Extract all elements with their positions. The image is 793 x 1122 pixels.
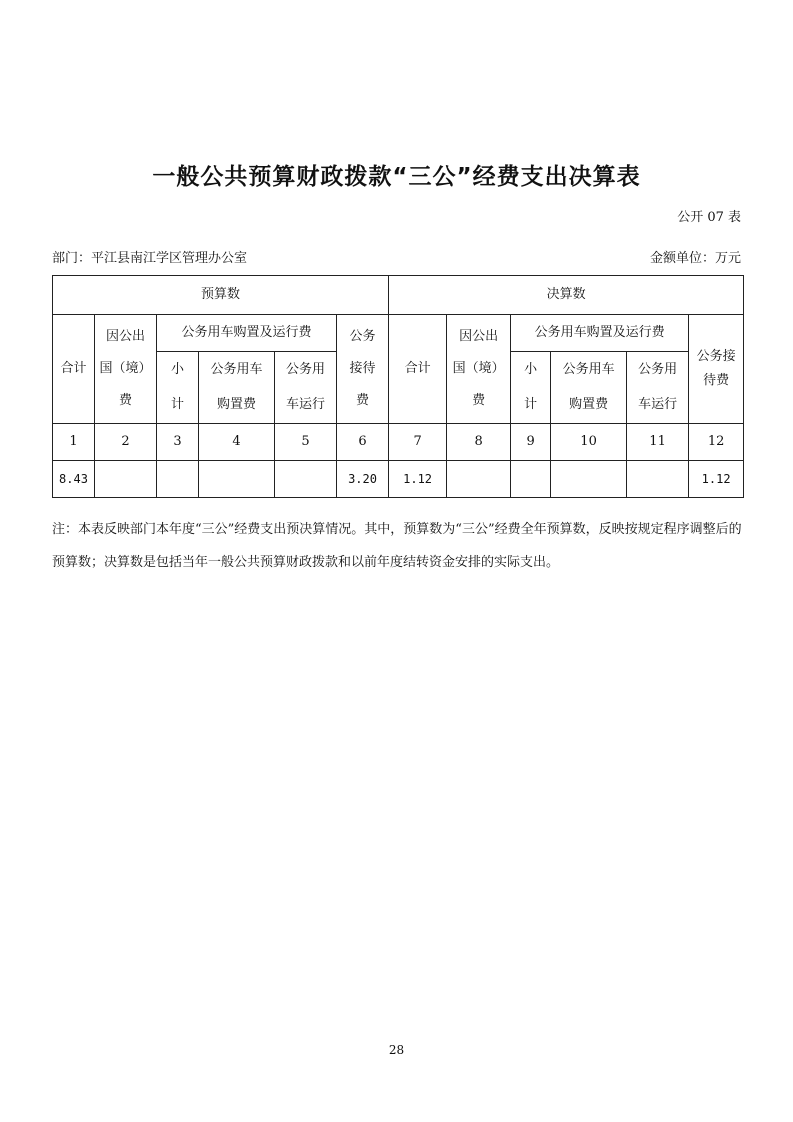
col-number: 3 (157, 424, 199, 461)
final-abroad-header: 因公出 国（境） 费 (447, 315, 511, 424)
col-number: 4 (199, 424, 275, 461)
col-number: 12 (689, 424, 744, 461)
final-total-header: 合计 (389, 315, 447, 424)
col-number: 6 (337, 424, 389, 461)
final-subtotal-header: 小 计 (511, 352, 551, 424)
col-number: 1 (53, 424, 95, 461)
budget-group-header: 预算数 (53, 276, 389, 315)
amount-unit-label: 金额单位：万元 (649, 251, 741, 266)
budget-operation-header: 公务用 车运行 (275, 352, 337, 424)
budget-abroad-header: 因公出 国（境） 费 (95, 315, 157, 424)
value-cell (627, 461, 689, 498)
three-public-expenses-table (52, 275, 744, 498)
budget-subtotal-header: 小 计 (157, 352, 199, 424)
budget-reception-header: 公务 接待 费 (337, 315, 389, 424)
final-vehicle-header: 公务用车购置及运行费 (511, 315, 689, 352)
budget-purchase-header: 公务用车 购置费 (199, 352, 275, 424)
col-number: 2 (95, 424, 157, 461)
value-cell (551, 461, 627, 498)
table-note: 注：本表反映部门本年度“三公”经费支出预决算情况。其中，预算数为“三公”经费全年预算数，反映按规定程序调整后的预算数；决算数是包括当年一般公共预算财政拨款和以前年度结转资金安排的实际支出。 (52, 522, 742, 570)
value-cell (511, 461, 551, 498)
value-cell: 1.12 (389, 461, 447, 498)
value-cell: 1.12 (689, 461, 744, 498)
col-number: 7 (389, 424, 447, 461)
budget-vehicle-header: 公务用车购置及运行费 (157, 315, 337, 352)
final-group-header: 决算数 (389, 276, 744, 315)
page-number: 28 (388, 1043, 405, 1057)
value-cell (199, 461, 275, 498)
col-number: 11 (627, 424, 689, 461)
budget-total-header: 合计 (53, 315, 95, 424)
final-purchase-header: 公务用车 购置费 (551, 352, 627, 424)
value-cell: 3.20 (337, 461, 389, 498)
column-number-row (53, 424, 744, 461)
department-label: 部门：平江县南江学区管理办公室 (52, 251, 248, 266)
value-cell (157, 461, 199, 498)
col-number: 9 (511, 424, 551, 461)
value-cell (275, 461, 337, 498)
form-number: 公开 07 表 (677, 210, 741, 225)
value-row (53, 461, 744, 498)
col-number: 10 (551, 424, 627, 461)
document-title: 一般公共预算财政拨款“三公”经费支出决算表 (152, 164, 641, 190)
value-cell (95, 461, 157, 498)
final-reception-header: 公务接 待费 (689, 315, 744, 424)
value-cell (447, 461, 511, 498)
col-number: 5 (275, 424, 337, 461)
value-cell: 8.43 (53, 461, 95, 498)
final-operation-header: 公务用 车运行 (627, 352, 689, 424)
col-number: 8 (447, 424, 511, 461)
